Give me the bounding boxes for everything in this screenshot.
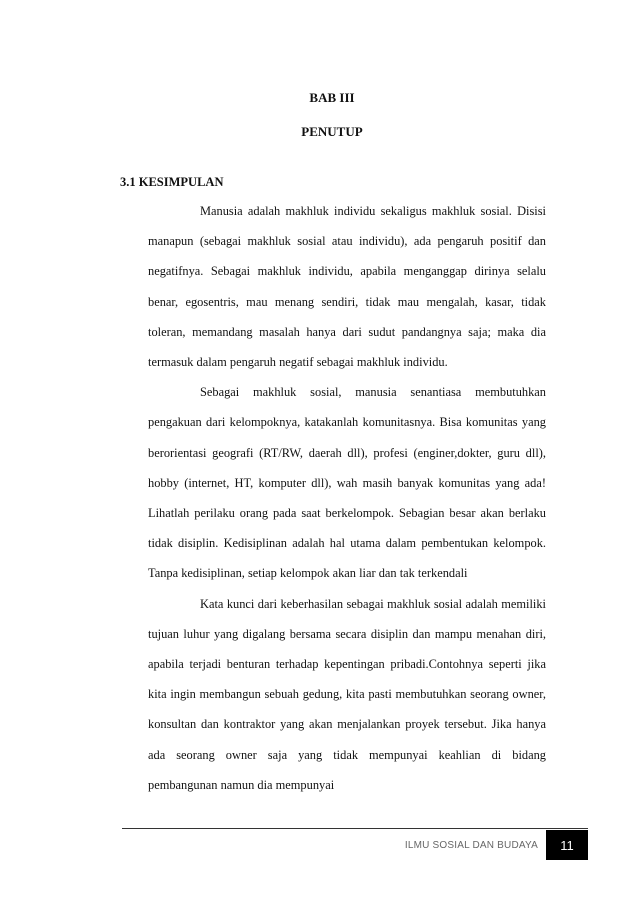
section-title: 3.1 KESIMPULAN: [120, 175, 224, 189]
chapter-title: PENUTUP: [301, 124, 363, 139]
chapter-heading: BAB III: [309, 90, 355, 105]
footer-label: ILMU SOSIAL DAN BUDAYA: [404, 840, 538, 851]
paragraph: Manusia adalah makhluk individu sekaligus makhluk sosial. Disisi manapun (sebagai makhluk sosial atau individu), ada pengaruh positif dan negatifnya. Sebagai makhluk individu, apabila menganggap dirinya selalu benar, egosentris, mau menang sendiri, tidak mau mengalah, kasar, tidak toleran, memandang masalah hanya dari sudut pandangnya saja; maka dia termasuk dalam pengaruh negatif sebagai makhluk individu.: [148, 204, 546, 370]
page-number: 11: [546, 830, 588, 860]
paragraph: Sebagai makhluk sosial, manusia senantiasa membutuhkan pengakuan dari kelompoknya, katakanlah komunitasnya. Bisa komunitas yang berorientasi geografi (RT/RW, daerah dll), profesi (enginer,dokter, guru dll), hobby (internet, HT, komputer dll), wah masih banyak komunitas yang ada! Lihatlah perilaku orang pada saat berkelompok. Sebagian besar akan berlaku tidak disiplin. Kedisiplinan adalah hal utama dalam pembentukan kelompok. Tanpa kedisiplinan, setiap kelompok akan liar dan tak terkendali: [148, 385, 546, 581]
body-text: [148, 196, 546, 800]
footer-divider: [122, 828, 588, 829]
paragraph: Kata kunci dari keberhasilan sebagai makhluk sosial adalah memiliki tujuan luhur yang digalang bersama secara disiplin dan mampu menahan diri, apabila terjadi benturan terhadap kepentingan pribadi.Contohnya seperti jika kita ingin membangun sebuah gedung, kita pasti membutuhkan seorang owner, konsultan dan kontraktor yang akan menjalankan proyek tersebut. Jika hanya ada seorang owner saja yang tidak mempunyai keahlian di bidang pembangunan namun dia mempunyai: [148, 596, 546, 792]
